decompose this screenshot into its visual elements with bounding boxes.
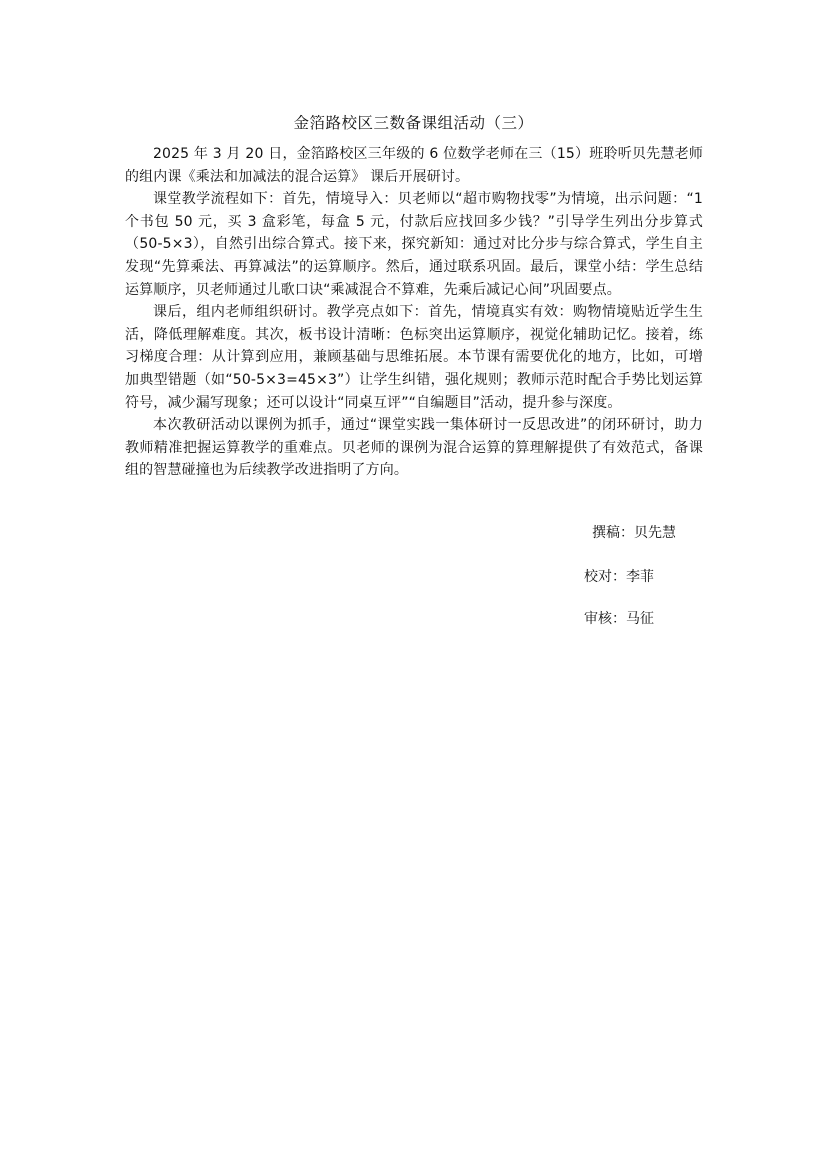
document-body (125, 143, 703, 482)
paragraph-conclusion: 本次教研活动以课例为抓手，通过“课堂实践一集体研讨一反思改进”的闭环研讨，助力教师精准把握运算教学的重难点。贝老师的课例为混合运算的算理解提供了有效范式，备课组的智慧碰撞也为后续教学改进指明了方向。 (125, 417, 703, 479)
credit-author: 撰稿：贝先慧 (592, 525, 676, 541)
paragraph-discussion: 课后，组内老师组织研讨。教学亮点如下：首先，情境真实有效：购物情境贴近学生生活，降低理解难度。其次，板书设计清晰：色标突出运算顺序，视觉化辅助记忆。接着，练习梯度合理：从计算到应用，兼顾基础与思维拓展。本节课有需要优化的地方，比如，可增加典型错题（如“50-5×3=45×3”）让学生纠错，强化规则；教师示范时配合手势比划运算符号，减少漏写现象；还可以设计“同桌互评”“自编题目”活动，提升参与深度。 (125, 304, 703, 411)
credit-proofreader: 校对：李菲 (584, 569, 654, 585)
paragraph-intro: 2025 年 3 月 20 日，金箔路校区三年级的 6 位数学老师在三（15）班聆听贝先慧老师的组内课《乘法和加减法的混合运算》 课后开展研讨。 (125, 146, 703, 185)
document-title: 金箔路校区三数备课组活动（三） (293, 114, 534, 132)
credit-reviewer: 审核：马征 (584, 611, 654, 627)
paragraph-teaching-process: 课堂教学流程如下：首先，情境导入：贝老师以“超市购物找零”为情境，出示问题：“1 个书包 50 元，买 3 盒彩笔，每盒 5 元，付款后应找回多少钱？”引导学生列出分步算式（50-5×3），自然引出综合算式。接下来，探究新知：通过对比分步与综合算式，学生自主发现“先算乘法、再算减法”的运算顺序。然后，通过联系巩固。最后，课堂小结：学生总结运算顺序，贝老师通过儿歌口诀“乘减混合不算难，先乘后减记心间”巩固要点。 (125, 191, 703, 298)
